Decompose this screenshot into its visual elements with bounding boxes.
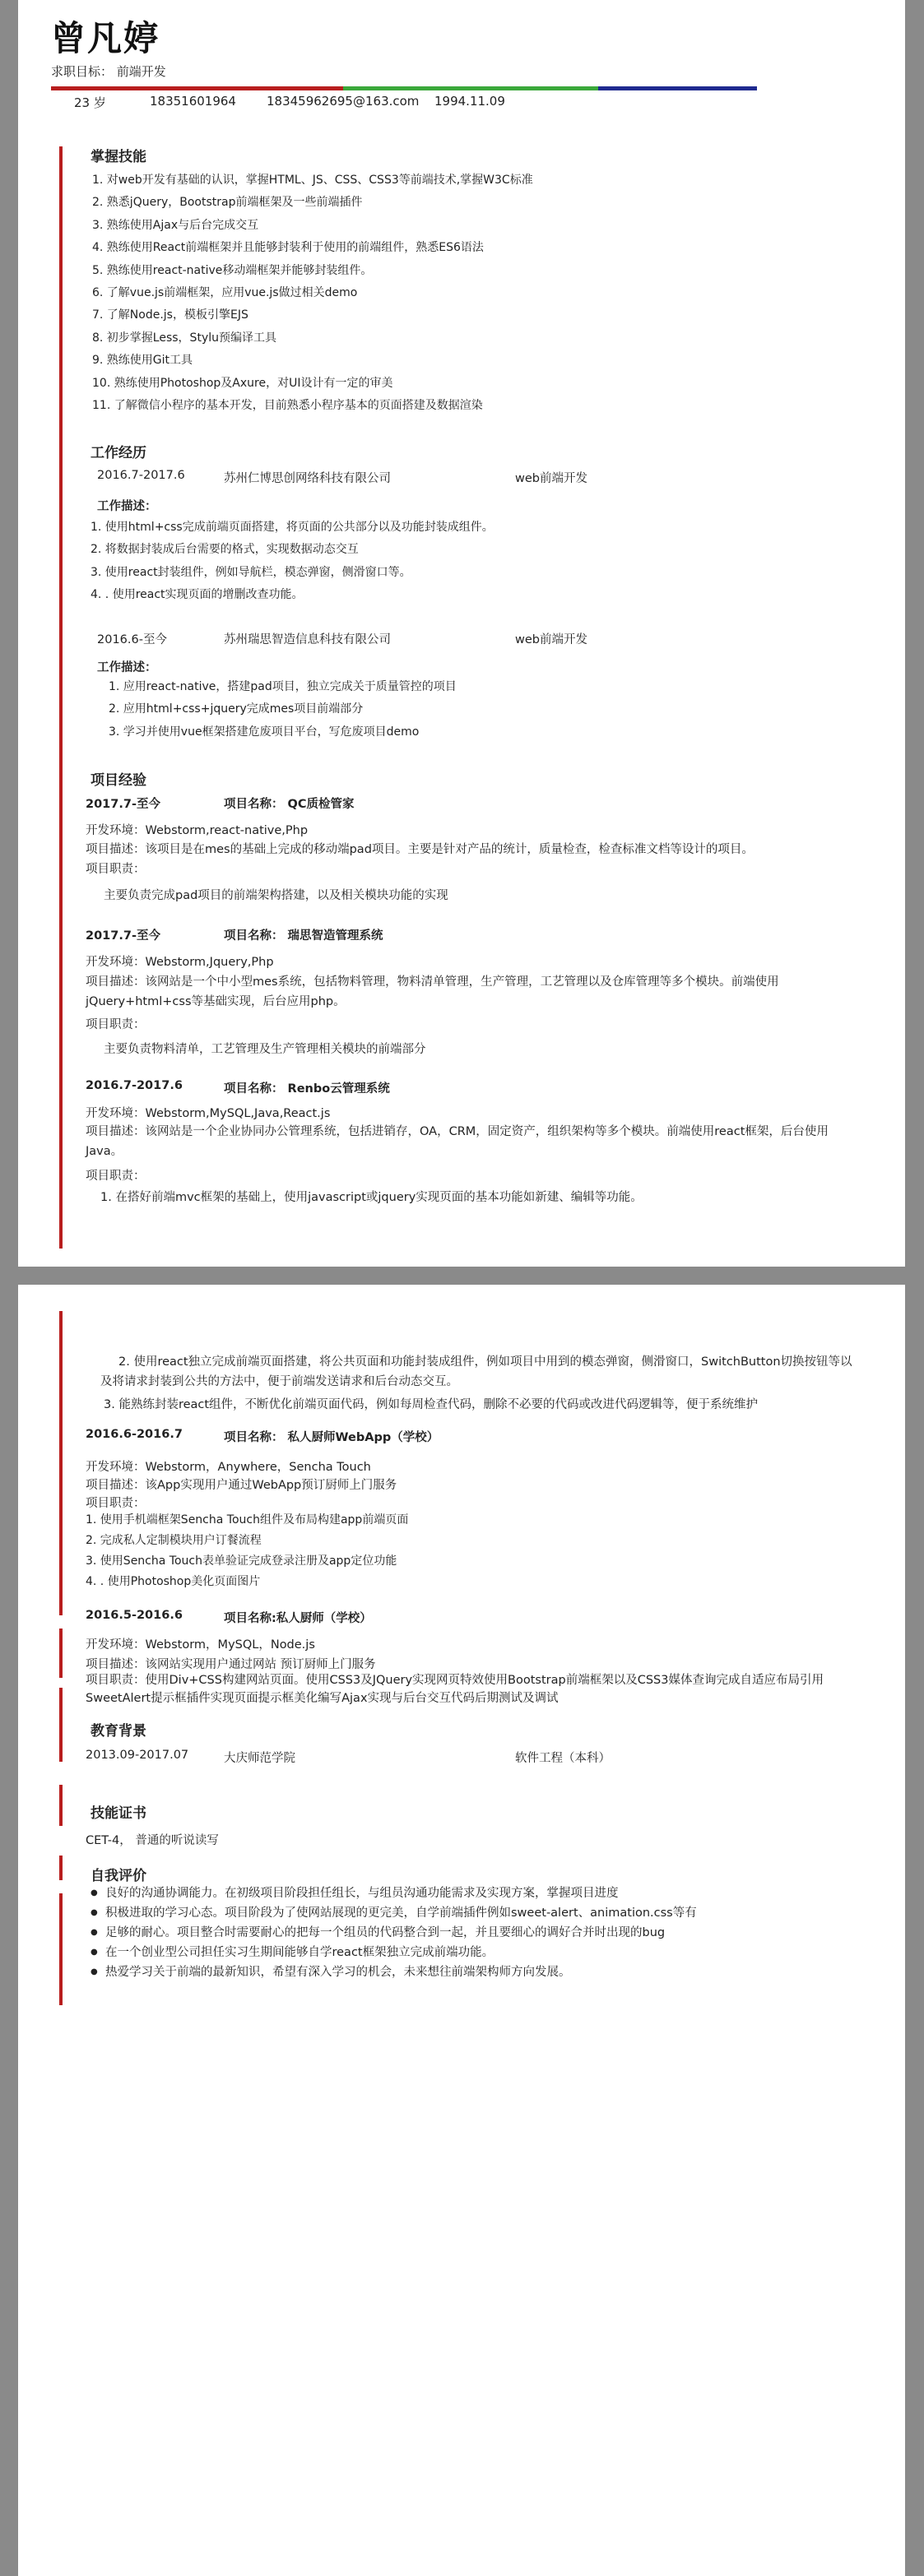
accent-line [59,1893,63,2005]
list-item: 1. 使用html+css完成前端页面搭建，将页面的公共部分以及功能封装成组件。 [91,521,494,534]
p4-desc: 项目描述：该App实现用户通过WebApp预订厨师上门服务 [86,1479,397,1492]
list-item: 3. 使用react封装组件，例如导航栏，模态弹窗，侧滑窗口等。 [91,565,411,579]
p2-name: 项目名称： 瑞思智造管理系统 [224,929,383,943]
email: 18345962695@163.com [267,94,420,109]
list-item: 8. 初步掌握Less，Stylu预编译工具 [92,331,276,345]
resume-page-1 [18,0,905,1267]
p5-period: 2016.5-2016.6 [86,1609,183,1622]
list-item: 1. 对web开发有基础的认识，掌握HTML、JS、CSS、CSS3等前端技术,掌握W3C标准 [92,174,533,187]
birthday: 1994.11.09 [434,94,505,109]
p5-env: 开发环境：Webstorm，MySQL，Node.js [86,1638,315,1652]
p1-env: 开发环境：Webstorm,react-native,Php [86,824,309,837]
p3-env: 开发环境：Webstorm,MySQL,Java,React.js [86,1107,331,1120]
p1-duty: 主要负责完成pad项目的前端架构搭建，以及相关模块功能的实现 [104,889,448,902]
p3-name: 项目名称： Renbo云管理系统 [224,1082,390,1096]
list-item: 7. 了解Node.js，模板引擎EJS [92,308,248,322]
accent-line [59,1856,63,1880]
age: 23 岁 [74,95,106,110]
p2-duty: 主要负责物料清单，工艺管理及生产管理相关模块的前端部分 [104,1043,426,1056]
list-item: ● 足够的耐心。项目整合时需要耐心的把每一个组员的代码整合到一起，并且要细心的调好合并时出现的bug [91,1923,697,1943]
job2-list [109,676,457,744]
p1-name: 项目名称： QC质检管家 [224,798,355,811]
p5-name: 项目名称:私人厨师（学校） [224,1612,372,1625]
p3-desc: 项目描述：该网站是一个企业协同办公管理系统，包括进销存，OA，CRM，固定资产，组织架构等多个模块。前端使用react框架，后台使用Java。 [86,1125,829,1158]
list-item: 10. 熟练使用Photoshop及Axure，对UI设计有一定的审美 [92,376,393,390]
p2-duty-label: 项目职责： [86,1018,146,1031]
list-item: 11. 了解微信小程序的基本开发，目前熟悉小程序基本的页面搭建及数据渲染 [92,398,483,412]
p4-period: 2016.6-2016.7 [86,1428,183,1441]
job-objective: 求职目标： 前端开发 [51,64,166,79]
p1-period: 2017.7-至今 [86,798,160,811]
job1-role: web前端开发 [515,472,587,485]
accent-line [59,1785,63,1826]
job2-period: 2016.6-至今 [97,633,167,646]
p2-env: 开发环境：Webstorm,Jquery,Php [86,956,274,969]
p4-env: 开发环境：Webstorm，Anywhere，Sencha Touch [86,1461,371,1474]
accent-line [59,146,63,1249]
p4-duty-list [86,1510,408,1592]
applicant-name: 曾凡婷 [51,18,160,58]
resume-page-2 [18,1285,905,2576]
certs-text: CET-4， 普通的听说读写 [86,1834,219,1847]
projects-title: 项目经验 [91,772,146,789]
skills-list [92,169,533,417]
p3-period: 2016.7-2017.6 [86,1079,183,1092]
job1-list [91,517,494,607]
list-item: 3. 熟练使用Ajax与后台完成交互 [92,218,259,232]
p3-duty-3: 3. 能熟练封装react组件，不断优化前端页面代码，例如每周检查代码，删除不必要的代码或改进代码逻辑等，便于系统维护 [104,1398,759,1411]
accent-line [59,1311,63,1615]
list-item: 4. . 使用Photoshop美化页面图片 [86,1575,261,1588]
job2-company: 苏州瑞思智造信息科技有限公司 [224,633,391,646]
education-title: 教育背景 [91,1723,146,1740]
phone: 18351601964 [150,94,236,109]
list-item: 1. 应用react-native，搭建pad项目，独立完成关于质量管控的项目 [109,680,457,693]
list-item: 2. 应用html+css+jquery完成mes项目前端部分 [109,702,364,716]
list-item: ● 热爱学习关于前端的最新知识，希望有深入学习的机会，未来想往前端架构师方向发展。 [91,1962,697,1982]
self-title: 自我评价 [91,1868,146,1884]
list-item: 6. 了解vue.js前端框架，应用vue.js做过相关demo [92,285,358,299]
list-item: 1. 使用手机端框架Sencha Touch组件及布局构建app前端页面 [86,1513,409,1527]
job1-company: 苏州仁博思创网络科技有限公司 [224,472,391,485]
accent-line [59,1629,63,1678]
list-item: 4. 熟练使用React前端框架并且能够封装利于使用的前端组件，熟悉ES6语法 [92,241,484,255]
p3-duty-1: 1. 在搭好前端mvc框架的基础上，使用javascript或jquery实现页面的基本功能如新建、编辑等功能。 [100,1191,643,1204]
skills-title: 掌握技能 [91,149,146,165]
self-list [91,1883,697,1982]
header-color-bar [51,86,757,90]
list-item: 3. 使用Sencha Touch表单验证完成登录注册及app定位功能 [86,1554,397,1568]
p2-desc: 项目描述：该网站是一个中小型mes系统，包括物料管理，物料清单管理，生产管理，工艺管理以及仓库管理等多个模块。前端使用jQuery+html+css等基础实现，后台应用php。 [86,975,779,1008]
p5-desc: 项目描述：该网站实现用户通过网站 预订厨师上门服务 [86,1658,376,1671]
list-item: 2. 将数据封装成后台需要的格式，实现数据动态交互 [91,543,359,557]
p1-desc: 项目描述：该项目是在mes的基础上完成的移动端pad项目。主要是针对产品的统计，质量检查，检查标准文档等设计的项目。 [86,843,754,856]
accent-line [59,1688,63,1762]
contact-line [74,94,505,111]
job1-desc-label: 工作描述： [97,500,157,513]
p4-duty-label: 项目职责： [86,1497,146,1510]
p4-name: 项目名称： 私人厨师WebApp（学校） [224,1431,439,1444]
job2-role: web前端开发 [515,633,587,646]
p3-duty-label: 项目职责： [86,1170,146,1183]
certs-title: 技能证书 [91,1805,146,1822]
education-period: 2013.09-2017.07 [86,1749,189,1762]
list-item: 9. 熟练使用Git工具 [92,354,193,368]
list-item: ● 在一个创业型公司担任实习生期间能够自学react框架独立完成前端功能。 [91,1943,697,1962]
list-item: ● 积极进取的学习心态。项目阶段为了使网站展现的更完美，自学前端插件例如sweet-alert、animation.css等有 [91,1903,697,1923]
job2-desc-label: 工作描述： [97,661,157,674]
list-item: 3. 学习并使用vue框架搭建危废项目平台，写危废项目demo [109,725,420,739]
list-item: 2. 完成私人定制模块用户订餐流程 [86,1534,262,1547]
education-major: 软件工程（本科） [515,1752,611,1765]
list-item: 2. 熟悉jQuery，Bootstrap前端框架及一些前端插件 [92,196,363,210]
job1-period: 2016.7-2017.6 [97,469,185,482]
list-item: ● 良好的沟通协调能力。在初级项目阶段担任组长，与组员沟通功能需求及实现方案，掌握项目进度 [91,1883,697,1903]
p1-duty-label: 项目职责： [86,863,146,876]
education-school: 大庆师范学院 [224,1752,295,1765]
work-title: 工作经历 [91,445,146,461]
list-item: 5. 熟练使用react-native移动端框架并能够封装组件。 [92,263,373,277]
p3-duty-2: 2. 使用react独立完成前端页面搭建，将公共页面和功能封装成组件，例如项目中用到的模态弹窗，侧滑窗口，SwitchButton切换按钮等以及将请求封装到公共的方法中，便于前端发送请求和后台动态交互。 [100,1355,852,1388]
p5-duty: 项目职责：使用Div+CSS构建网站页面。使用CSS3及JQuery实现网页特效使用Bootstrap前端框架以及CSS3媒体查询完成自适应布局引用SweetAlert提示框插件实现页面提示框美化编写Ajax实现与后台交互代码后期测试及调试 [86,1674,824,1705]
list-item: 4. . 使用react实现页面的增删改查功能。 [91,588,304,602]
p2-period: 2017.7-至今 [86,929,160,943]
